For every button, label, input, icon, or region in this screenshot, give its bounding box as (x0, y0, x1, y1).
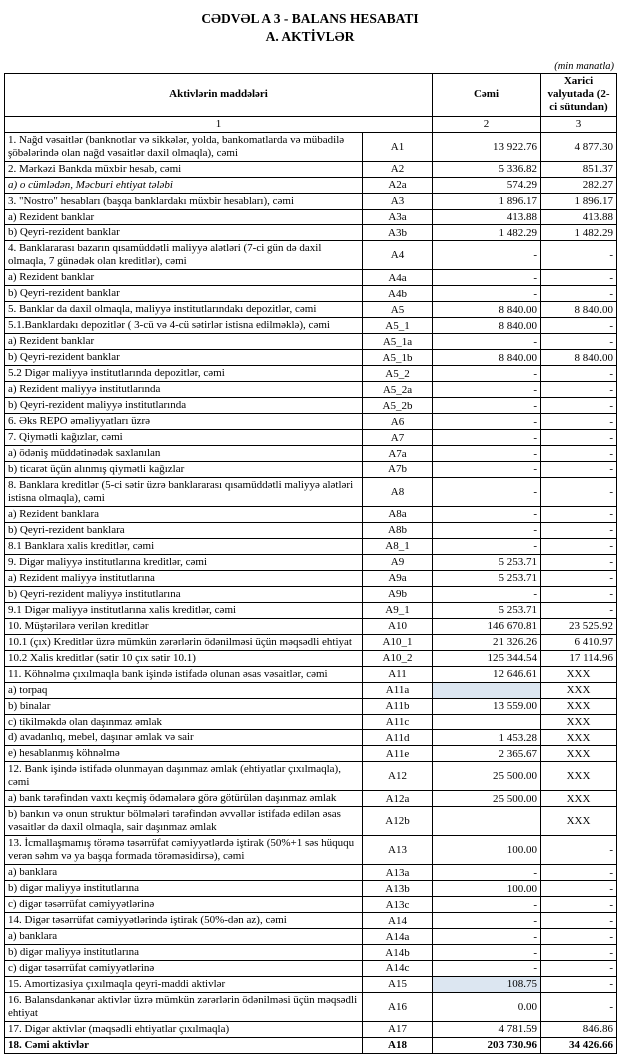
table-row (5, 366, 617, 382)
row-label: 5. Banklar da daxil olmaqla, maliyyə institutlarındakı depozitlər, cəmi (5, 302, 363, 318)
row-label: 8. Banklara kreditlər (5-ci sətir üzrə banklararası qısamüddətli maliyyə alətləri istisna olmaqla), cəmi (5, 477, 363, 506)
row-total-value: - (433, 961, 541, 977)
table-row (5, 161, 617, 177)
header-row (5, 74, 617, 117)
row-label: b) Qeyri-rezident banklar (5, 225, 363, 241)
row-code: A1 (363, 132, 433, 161)
row-label: 15. Amortizasiya çıxılmaqla qeyri-maddi aktivlər (5, 976, 363, 992)
table-row (5, 762, 617, 791)
table-row (5, 270, 617, 286)
row-code: A18 (363, 1037, 433, 1053)
row-label: a) banklara (5, 865, 363, 881)
row-label: 17. Digər aktivlər (məqsədli ehtiyatlar çıxılmaqla) (5, 1021, 363, 1037)
row-label: a) bank tərəfindən vaxtı keçmiş ödəmələrə görə götürülən daşınmaz əmlak (5, 791, 363, 807)
row-foreign-currency-value: 34 426.66 (541, 1037, 617, 1053)
row-foreign-currency-value: 282.27 (541, 177, 617, 193)
table-row (5, 414, 617, 430)
row-code: A5_2b (363, 398, 433, 414)
row-label: a) Rezident banklar (5, 334, 363, 350)
row-foreign-currency-value: - (541, 334, 617, 350)
row-code: A17 (363, 1021, 433, 1037)
row-foreign-currency-value: XXX (541, 762, 617, 791)
row-total-value: - (433, 865, 541, 881)
table-row (5, 865, 617, 881)
row-total-value: 100.00 (433, 836, 541, 865)
row-total-value: 125 344.54 (433, 650, 541, 666)
row-label: 16. Balansdankənar aktivlər üzrə mümkün zərərlərin ödənilməsi üçün məqsədli ehtiyat (5, 992, 363, 1021)
table-row (5, 666, 617, 682)
row-foreign-currency-value: XXX (541, 714, 617, 730)
row-total-value: 5 253.71 (433, 570, 541, 586)
row-total-value: 12 646.61 (433, 666, 541, 682)
row-code: A5_2a (363, 382, 433, 398)
row-code: A4 (363, 241, 433, 270)
row-code: A8_1 (363, 538, 433, 554)
row-total-value (433, 807, 541, 836)
row-total-value: - (433, 538, 541, 554)
row-total-value: - (433, 446, 541, 462)
table-header (5, 74, 617, 133)
row-label: 14. Digər təsərrüfat cəmiyyətlərində iştirak (50%-dən az), cəmi (5, 913, 363, 929)
table-row (5, 522, 617, 538)
row-code: A6 (363, 414, 433, 430)
row-total-value: 100.00 (433, 881, 541, 897)
table-row (5, 318, 617, 334)
page-title (4, 10, 616, 45)
row-total-value: 5 336.82 (433, 161, 541, 177)
table-row (5, 836, 617, 865)
row-foreign-currency-value: - (541, 538, 617, 554)
row-total-value (433, 714, 541, 730)
row-total-value: - (433, 929, 541, 945)
row-total-value: 1 453.28 (433, 730, 541, 746)
table-row (5, 225, 617, 241)
row-code: A10_1 (363, 634, 433, 650)
header-total: Cəmi (433, 74, 541, 117)
row-code: A2 (363, 161, 433, 177)
table-row (5, 602, 617, 618)
row-code: A5_1 (363, 318, 433, 334)
table-row (5, 446, 617, 462)
row-code: A3b (363, 225, 433, 241)
table-row (5, 730, 617, 746)
table-row (5, 462, 617, 478)
row-total-value: 2 365.67 (433, 746, 541, 762)
table-row (5, 698, 617, 714)
header-items: Aktivlərin maddələri (5, 74, 433, 117)
row-total-value: 0.00 (433, 992, 541, 1021)
row-total-value: 108.75 (433, 976, 541, 992)
row-code: A5 (363, 302, 433, 318)
row-foreign-currency-value: XXX (541, 807, 617, 836)
row-label: 9. Digər maliyyə institutlarına kreditlər, cəmi (5, 554, 363, 570)
row-code: A5_1b (363, 350, 433, 366)
table-row (5, 992, 617, 1021)
row-code: A14a (363, 929, 433, 945)
table-row (5, 634, 617, 650)
unit-note: (min manatla) (554, 61, 614, 73)
row-total-value: - (433, 945, 541, 961)
row-total-value: 5 253.71 (433, 602, 541, 618)
row-foreign-currency-value: - (541, 414, 617, 430)
row-code: A11a (363, 682, 433, 698)
table-row (5, 302, 617, 318)
row-total-value (433, 682, 541, 698)
row-label: 18. Cəmi aktivlər (5, 1037, 363, 1053)
row-foreign-currency-value: - (541, 976, 617, 992)
row-code: A7a (363, 446, 433, 462)
row-foreign-currency-value: 846.86 (541, 1021, 617, 1037)
row-foreign-currency-value: - (541, 286, 617, 302)
row-code: A11d (363, 730, 433, 746)
row-foreign-currency-value: 1 896.17 (541, 193, 617, 209)
row-foreign-currency-value: 17 114.96 (541, 650, 617, 666)
table-row (5, 334, 617, 350)
row-label: b) digər maliyyə institutlarına (5, 945, 363, 961)
table-row (5, 209, 617, 225)
row-total-value: - (433, 382, 541, 398)
row-code: A15 (363, 976, 433, 992)
title-line-2: A. AKTİVLƏR (265, 28, 355, 44)
header-foreign: Xarici valyutada (2-ci sütundan) (541, 74, 617, 117)
title-line-1: CƏDVƏL A 3 - BALANS HESABATI (201, 11, 419, 26)
row-label: 1. Nağd vəsaitlər (banknotlar və sikkələr, yolda, bankomatlarda və mübadilə şöbələrində olan nağd vəsaitlər daxil olmaqla), cəmi (5, 132, 363, 161)
row-foreign-currency-value: 851.37 (541, 161, 617, 177)
table-row (5, 430, 617, 446)
row-code: A9b (363, 586, 433, 602)
row-label: b) Qeyri-rezident maliyyə institutlarında (5, 398, 363, 414)
row-total-value: 4 781.59 (433, 1021, 541, 1037)
row-total-value: 21 326.26 (433, 634, 541, 650)
row-code: A10_2 (363, 650, 433, 666)
row-label: a) Rezident banklar (5, 270, 363, 286)
table-row (5, 746, 617, 762)
row-label: 6. Əks REPO əməliyyatları üzrə (5, 414, 363, 430)
row-code: A11e (363, 746, 433, 762)
row-foreign-currency-value: - (541, 881, 617, 897)
row-code: A13c (363, 897, 433, 913)
row-code: A5_1a (363, 334, 433, 350)
row-code: A14c (363, 961, 433, 977)
row-foreign-currency-value: - (541, 945, 617, 961)
row-code: A3a (363, 209, 433, 225)
row-label: b) Qeyri-rezident banklar (5, 350, 363, 366)
row-label: 9.1 Digər maliyyə institutlarına xalis kreditlər, cəmi (5, 602, 363, 618)
row-foreign-currency-value: - (541, 270, 617, 286)
row-code: A3 (363, 193, 433, 209)
row-foreign-currency-value: - (541, 446, 617, 462)
row-foreign-currency-value: - (541, 430, 617, 446)
row-foreign-currency-value: XXX (541, 698, 617, 714)
row-code: A12a (363, 791, 433, 807)
column-number-2: 2 (433, 116, 541, 132)
total-row (5, 1037, 617, 1053)
row-label: a) Rezident maliyyə institutlarına (5, 570, 363, 586)
row-code: A11c (363, 714, 433, 730)
row-label: 2. Mərkəzi Bankda müxbir hesab, cəmi (5, 161, 363, 177)
row-foreign-currency-value: XXX (541, 666, 617, 682)
row-label: a) o cümlədən, Məcburi ehtiyat tələbi (5, 177, 363, 193)
table-row (5, 618, 617, 634)
row-total-value: 8 840.00 (433, 302, 541, 318)
row-foreign-currency-value: XXX (541, 791, 617, 807)
row-code: A12b (363, 807, 433, 836)
row-total-value: - (433, 430, 541, 446)
row-foreign-currency-value: 8 840.00 (541, 350, 617, 366)
row-foreign-currency-value: XXX (541, 746, 617, 762)
row-foreign-currency-value: - (541, 586, 617, 602)
row-total-value: 1 896.17 (433, 193, 541, 209)
table-row (5, 132, 617, 161)
asset-rows (5, 132, 617, 1053)
row-label: c) tikilməkdə olan daşınmaz əmlak (5, 714, 363, 730)
row-label: 12. Bank işində istifadə olunmayan daşınmaz əmlak (ehtiyatlar çıxılmaqla), cəmi (5, 762, 363, 791)
table-row (5, 570, 617, 586)
row-foreign-currency-value: - (541, 897, 617, 913)
row-foreign-currency-value: 23 525.92 (541, 618, 617, 634)
table-row (5, 913, 617, 929)
row-code: A8 (363, 477, 433, 506)
row-code: A14 (363, 913, 433, 929)
row-label: 4. Banklararası bazarın qısamüddətli maliyyə alətləri (7-ci gün də daxil olmaqla, 7 günədək olan kreditlər), cəmi (5, 241, 363, 270)
row-foreign-currency-value: - (541, 570, 617, 586)
row-total-value: - (433, 334, 541, 350)
row-code: A14b (363, 945, 433, 961)
row-foreign-currency-value: - (541, 506, 617, 522)
table-row (5, 382, 617, 398)
row-code: A4b (363, 286, 433, 302)
column-number-3: 3 (541, 116, 617, 132)
table-row (5, 286, 617, 302)
row-foreign-currency-value: 4 877.30 (541, 132, 617, 161)
row-foreign-currency-value: - (541, 366, 617, 382)
row-foreign-currency-value: 8 840.00 (541, 302, 617, 318)
row-total-value: - (433, 586, 541, 602)
row-label: d) avadanlıq, mebel, daşınar əmlak və sair (5, 730, 363, 746)
row-foreign-currency-value: 1 482.29 (541, 225, 617, 241)
table-row (5, 554, 617, 570)
row-total-value: - (433, 286, 541, 302)
row-label: 8.1 Banklara xalis kreditlər, cəmi (5, 538, 363, 554)
table-row (5, 650, 617, 666)
row-code: A11 (363, 666, 433, 682)
row-code: A11b (363, 698, 433, 714)
table-row (5, 177, 617, 193)
row-label: 3. "Nostro" hesabları (başqa banklardakı müxbir hesabları), cəmi (5, 193, 363, 209)
row-label: 10.1 (çıx) Kreditlər üzrə mümkün zərərlərin ödənilməsi üçün məqsədli ehtiyat (5, 634, 363, 650)
row-label: a) Rezident maliyyə institutlarında (5, 382, 363, 398)
row-foreign-currency-value: 413.88 (541, 209, 617, 225)
row-label: b) Qeyri-rezident banklara (5, 522, 363, 538)
row-total-value: 8 840.00 (433, 318, 541, 334)
row-foreign-currency-value: - (541, 961, 617, 977)
row-total-value: 5 253.71 (433, 554, 541, 570)
row-total-value: - (433, 913, 541, 929)
table-row (5, 477, 617, 506)
row-total-value: 25 500.00 (433, 791, 541, 807)
table-row (5, 538, 617, 554)
row-label: a) ödəniş müddətinədək saxlanılan (5, 446, 363, 462)
row-code: A2a (363, 177, 433, 193)
row-label: 11. Köhnəlmə çıxılmaqla bank işində istifadə olunan əsas vəsaitlər, cəmi (5, 666, 363, 682)
row-label: 5.1.Banklardakı depozitlər ( 3-cü və 4-cü sətirlər istisna edilməklə), cəmi (5, 318, 363, 334)
row-label: a) Rezident banklar (5, 209, 363, 225)
row-label: b) ticarət üçün alınmış qiymətli kağızlar (5, 462, 363, 478)
row-total-value: 8 840.00 (433, 350, 541, 366)
table-row (5, 881, 617, 897)
row-code: A8a (363, 506, 433, 522)
row-total-value: 25 500.00 (433, 762, 541, 791)
table-row (5, 586, 617, 602)
row-foreign-currency-value: - (541, 522, 617, 538)
row-foreign-currency-value: - (541, 462, 617, 478)
row-total-value: 203 730.96 (433, 1037, 541, 1053)
row-code: A13b (363, 881, 433, 897)
row-total-value: 1 482.29 (433, 225, 541, 241)
row-total-value: - (433, 477, 541, 506)
row-foreign-currency-value: - (541, 477, 617, 506)
row-foreign-currency-value: - (541, 318, 617, 334)
row-total-value: - (433, 522, 541, 538)
column-number-1: 1 (5, 116, 433, 132)
row-total-value: 574.29 (433, 177, 541, 193)
row-total-value: - (433, 398, 541, 414)
row-foreign-currency-value: - (541, 913, 617, 929)
row-total-value: - (433, 506, 541, 522)
row-foreign-currency-value: - (541, 398, 617, 414)
row-label: b) Qeyri-rezident banklar (5, 286, 363, 302)
row-label: c) digər təsərrüfat cəmiyyətlərinə (5, 961, 363, 977)
row-label: 13. İcmallaşmamış törəmə təsərrüfat cəmiyyətlərdə iştirak (50%+1 səs hüququ verən səhm və ya başqa formada törəməsidirsə), cəmi (5, 836, 363, 865)
row-code: A7b (363, 462, 433, 478)
row-code: A9_1 (363, 602, 433, 618)
row-label: b) digər maliyyə institutlarına (5, 881, 363, 897)
table-row (5, 1021, 617, 1037)
row-foreign-currency-value: - (541, 241, 617, 270)
row-total-value: 13 922.76 (433, 132, 541, 161)
table-row (5, 791, 617, 807)
table-row (5, 897, 617, 913)
row-code: A4a (363, 270, 433, 286)
row-total-value: - (433, 241, 541, 270)
row-label: b) bankın və onun struktur bölmələri tərəfindən əvvəllər istifadə edilən əsas vəsaitlər də daxil olmaqla, sair daşınmaz əmlak (5, 807, 363, 836)
row-code: A9 (363, 554, 433, 570)
row-code: A8b (363, 522, 433, 538)
table-row (5, 241, 617, 270)
row-code: A5_2 (363, 366, 433, 382)
row-code: A13 (363, 836, 433, 865)
row-label: e) hesablanmış köhnəlmə (5, 746, 363, 762)
row-foreign-currency-value: 6 410.97 (541, 634, 617, 650)
row-label: b) binalar (5, 698, 363, 714)
row-label: c) digər təsərrüfat cəmiyyətlərinə (5, 897, 363, 913)
assets-table (4, 73, 617, 1054)
table-row (5, 714, 617, 730)
row-foreign-currency-value: - (541, 865, 617, 881)
row-code: A7 (363, 430, 433, 446)
row-total-value: 146 670.81 (433, 618, 541, 634)
row-label: 10. Müştərilərə verilən kreditlər (5, 618, 363, 634)
row-code: A16 (363, 992, 433, 1021)
row-total-value: - (433, 414, 541, 430)
row-total-value: - (433, 270, 541, 286)
row-label: b) Qeyri-rezident maliyyə institutlarına (5, 586, 363, 602)
row-code: A13a (363, 865, 433, 881)
row-total-value: - (433, 366, 541, 382)
row-code: A9a (363, 570, 433, 586)
table-row (5, 682, 617, 698)
row-foreign-currency-value: XXX (541, 682, 617, 698)
row-label: 7. Qiymətli kağızlar, cəmi (5, 430, 363, 446)
table-row (5, 350, 617, 366)
table-row (5, 193, 617, 209)
row-total-value: 413.88 (433, 209, 541, 225)
row-label: 10.2 Xalis kreditlər (sətir 10 çıx sətir 10.1) (5, 650, 363, 666)
row-code: A10 (363, 618, 433, 634)
row-foreign-currency-value: XXX (541, 730, 617, 746)
table-row (5, 945, 617, 961)
row-code: A12 (363, 762, 433, 791)
row-foreign-currency-value: - (541, 382, 617, 398)
column-number-row (5, 116, 617, 132)
table-row (5, 398, 617, 414)
row-foreign-currency-value: - (541, 929, 617, 945)
table-row (5, 506, 617, 522)
row-foreign-currency-value: - (541, 554, 617, 570)
row-label: a) banklara (5, 929, 363, 945)
row-label: a) torpaq (5, 682, 363, 698)
row-foreign-currency-value: - (541, 836, 617, 865)
row-total-value: - (433, 462, 541, 478)
row-label: a) Rezident banklara (5, 506, 363, 522)
row-total-value: - (433, 897, 541, 913)
row-foreign-currency-value: - (541, 992, 617, 1021)
table-row (5, 807, 617, 836)
table-row (5, 976, 617, 992)
row-foreign-currency-value: - (541, 602, 617, 618)
row-total-value: 13 559.00 (433, 698, 541, 714)
table-row (5, 929, 617, 945)
table-row (5, 961, 617, 977)
row-label: 5.2 Digər maliyyə institutlarında depozitlər, cəmi (5, 366, 363, 382)
